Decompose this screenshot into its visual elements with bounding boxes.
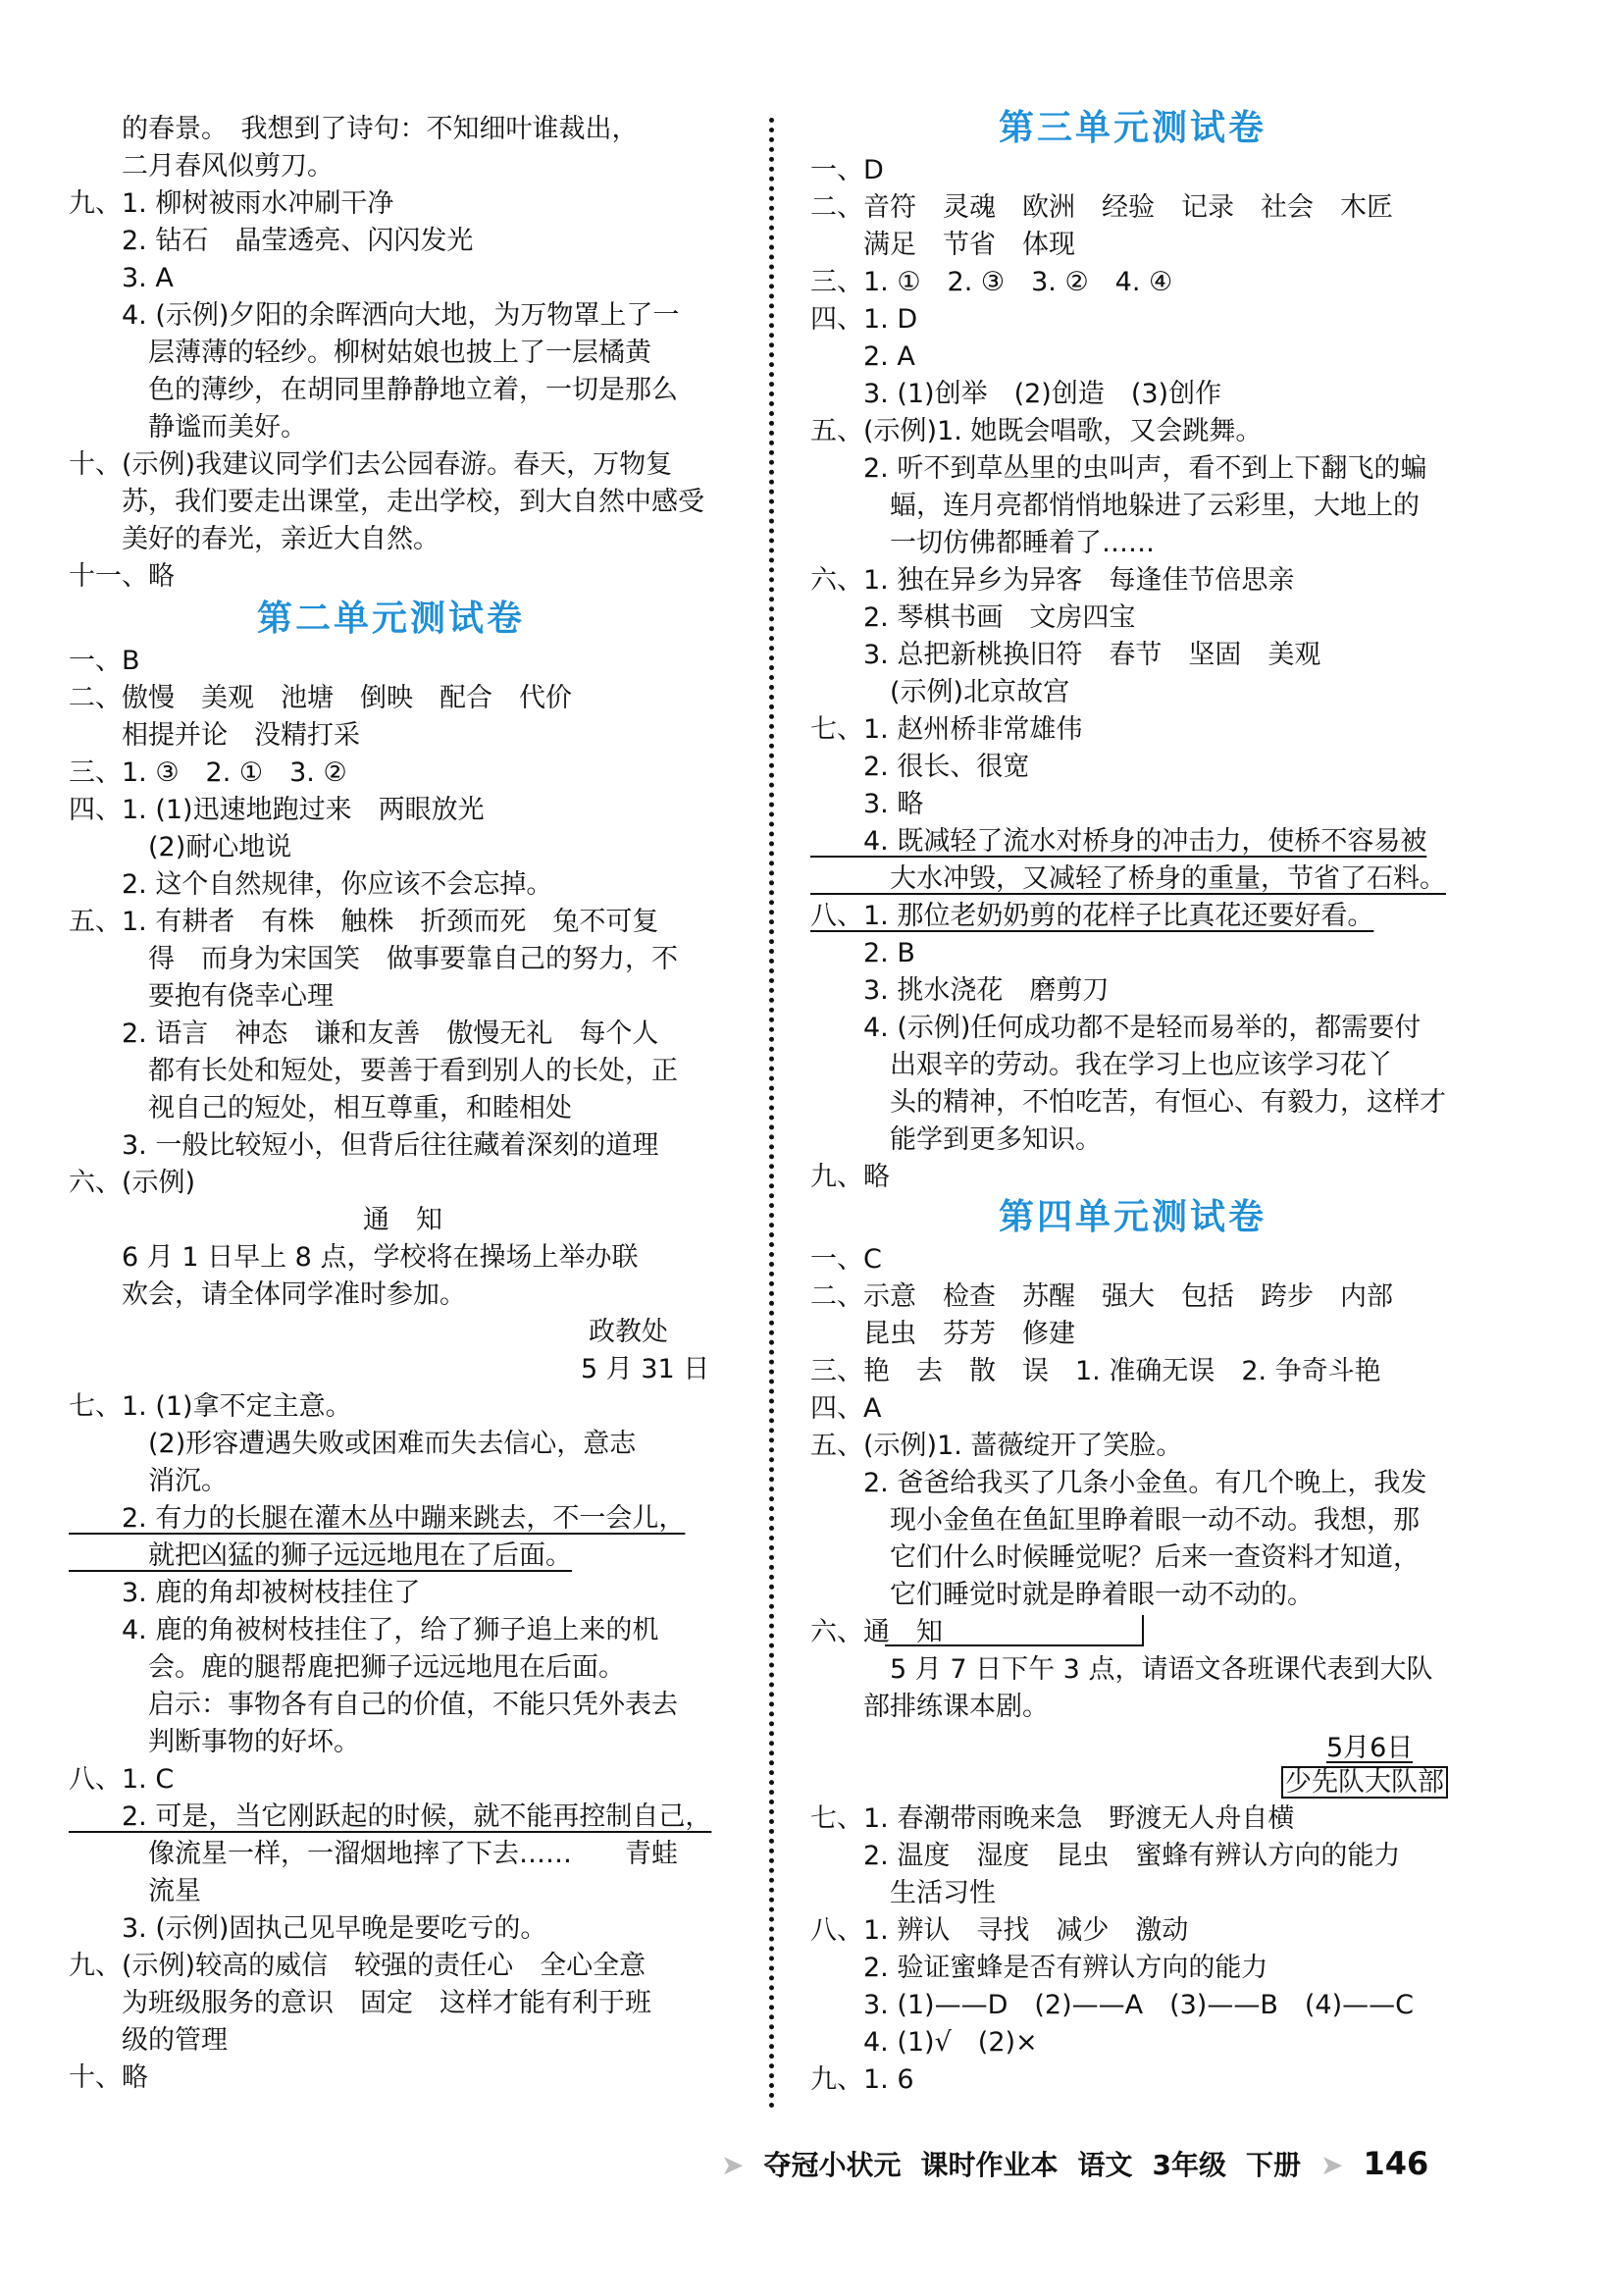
- text-line: 九、1. 柳树被雨水冲刷干净: [69, 188, 394, 219]
- text-line: 5 月 7 日下午 3 点，请语文各班课代表到大队: [810, 1654, 1433, 1685]
- text-line: 3. 略: [810, 789, 924, 819]
- text-line: 昆虫 芬芳 修建: [810, 1319, 1075, 1349]
- text-line: 二月春风似剪刀。: [69, 151, 334, 182]
- text-line: 2. B: [810, 938, 915, 968]
- notice-date-boxed: 5月6日: [1326, 1733, 1414, 1763]
- text-line: 消沉。: [69, 1466, 228, 1496]
- text-line: 它们什么时候睡觉呢？后来一查资料才知道，: [810, 1542, 1420, 1573]
- text-line: 三、1. ③ 2. ① 3. ②: [69, 757, 347, 788]
- text-line: 七、1. 赵州桥非常雄伟: [810, 714, 1083, 745]
- text-line: 九、略: [810, 1162, 890, 1192]
- text-line: 4. 鹿的角被树枝挂住了，给了狮子追上来的机: [69, 1615, 659, 1645]
- text-line: 2. A: [810, 341, 915, 372]
- text-line: 七、1. (1)拿不定主意。: [69, 1391, 352, 1422]
- text-line: 六、(示例): [69, 1168, 196, 1198]
- text-line: 3. (1)创举 (2)创造 (3)创作: [810, 379, 1222, 409]
- text-line: 3. (示例)固执己见早晚是要吃亏的。: [69, 1913, 547, 1944]
- notice-title: 通 知: [363, 1205, 442, 1235]
- text-line: 4. (示例)夕阳的余晖洒向大地，为万物罩上了一: [69, 300, 680, 331]
- text-line: 3. 总把新桃换旧符 春节 坚固 美观: [810, 640, 1321, 670]
- text-line: 都有长处和短处，要善于看到别人的长处，正: [69, 1056, 678, 1086]
- text-line: 美好的春光，亲近大自然。: [69, 524, 440, 554]
- text-line: 相提并论 没精打采: [69, 720, 360, 751]
- footer-book: 课时作业本: [920, 2149, 1059, 2181]
- text-line: 得 而身为宋国笑 做事要靠自己的努力，不: [69, 944, 678, 974]
- text-line: 判断事物的好坏。: [69, 1727, 360, 1757]
- text-line: 六、1. 独在异乡为异客 每逢佳节倍思亲: [810, 565, 1295, 596]
- text-line: 6 月 1 日早上 8 点，学校将在操场上举办联: [69, 1242, 639, 1273]
- text-line: 三、艳 去 散 误 1. 准确无误 2. 争奇斗艳: [810, 1356, 1381, 1386]
- text-line: 四、1. D: [810, 304, 918, 335]
- text-line: 大水冲毁，又减轻了桥身的重量，节省了石料。: [810, 863, 1446, 894]
- text-line: (示例)北京故宫: [810, 677, 1070, 707]
- text-line: 4. (1)√ (2)×: [810, 2027, 1038, 2058]
- correction-mark: [885, 1615, 1144, 1646]
- column-divider: [769, 118, 774, 2110]
- text-line: 色的薄纱，在胡同里静静地立着，一切是那么: [69, 375, 678, 405]
- arrow-icon: ➤: [721, 2149, 745, 2181]
- page-footer: [721, 2144, 1448, 2183]
- text-line: 八、1. 那位老奶奶剪的花样子比真花还要好看。: [810, 901, 1374, 931]
- text-line: 它们睡觉时就是睁着眼一动不动的。: [810, 1580, 1314, 1610]
- text-line: 九、1. 6: [810, 2064, 914, 2095]
- footer-subject: 语文: [1077, 2149, 1133, 2181]
- text-line: 3. 挑水浇花 磨剪刀: [810, 975, 1110, 1006]
- section-title: 第二单元测试卷: [257, 598, 526, 639]
- text-line: 五、1. 有耕者 有株 触株 折颈而死 兔不可复: [69, 907, 659, 937]
- text-line: 四、A: [810, 1393, 882, 1424]
- text-line: 就把凶猛的狮子远远地甩在了后面。: [69, 1540, 572, 1571]
- text-line: 八、1. 辨认 寻找 减少 激动: [810, 1915, 1189, 1946]
- text-line: 现小金鱼在鱼缸里睁着眼一动不动。我想，那: [810, 1505, 1420, 1536]
- footer-volume: 下册: [1246, 2149, 1302, 2181]
- text-line: 一、B: [69, 646, 140, 676]
- arrow-icon: ➤: [1320, 2149, 1344, 2181]
- text-line: 2. 琴棋书画 文房四宝: [810, 602, 1136, 633]
- text-line: 静谧而美好。: [69, 412, 307, 443]
- text-line: 3. 一般比较短小，但背后往往藏着深刻的道理: [69, 1130, 659, 1161]
- text-line: 二、音符 灵魂 欧洲 经验 记录 社会 木匠: [810, 192, 1393, 223]
- text-line: 五、(示例)1. 蔷薇绽开了笑脸。: [810, 1431, 1183, 1461]
- text-line: 为班级服务的意识 固定 这样才能有利于班: [69, 1988, 651, 2018]
- text-line: 3. 鹿的角却被树枝挂住了: [69, 1578, 421, 1608]
- text-line: 欢会，请全体同学准时参加。: [69, 1279, 466, 1310]
- text-line: 流星: [69, 1876, 201, 1906]
- text-line: 十、(示例)我建议同学们去公园春游。春天，万物复: [69, 449, 673, 480]
- section-title: 第三单元测试卷: [999, 107, 1267, 148]
- notice-signature-boxed: 少先队大队部: [1281, 1766, 1448, 1799]
- text-line: 视自己的短处，相互尊重，和睦相处: [69, 1093, 572, 1123]
- text-line: (2)形容遭遇失败或困难而失去信心，意志: [69, 1429, 637, 1459]
- section-title: 第四单元测试卷: [999, 1196, 1267, 1237]
- text-line: (2)耐心地说: [69, 832, 292, 862]
- text-line: 七、1. 春潮带雨晚来急 野渡无人舟自横: [810, 1803, 1295, 1834]
- text-line: 2. 这个自然规律，你应该不会忘掉。: [69, 869, 553, 900]
- text-line: 3. (1)——D (2)——A (3)——B (4)——C: [810, 1990, 1414, 2020]
- text-line: 2. 爸爸给我买了几条小金鱼。有几个晚上，我发: [810, 1468, 1427, 1498]
- text-line: 十一、略: [69, 561, 175, 592]
- text-line: 一、D: [810, 155, 884, 185]
- text-line: 六、通 知: [810, 1617, 943, 1647]
- text-line: 2. 语言 神态 谦和友善 傲慢无礼 每个人: [69, 1018, 659, 1049]
- text-line: 三、1. ① 2. ③ 3. ② 4. ④: [810, 267, 1173, 297]
- text-line: 一、C: [810, 1244, 882, 1275]
- text-line: 部排练课本剧。: [810, 1692, 1049, 1722]
- text-line: 2. 验证蜜蜂是否有辨认方向的能力: [810, 1953, 1268, 1983]
- notice-date: 5 月 31 日: [581, 1354, 710, 1384]
- text-line: 八、1. C: [69, 1764, 175, 1795]
- text-line: 4. 既减轻了流水对桥身的冲击力，使桥不容易被: [810, 826, 1427, 857]
- text-line: 级的管理: [69, 2025, 228, 2056]
- page-number: 146: [1363, 2145, 1429, 2182]
- footer-grade: 3年级: [1152, 2149, 1226, 2181]
- text-line: 像流星一样，一溜烟地摔了下去…… 青蛙: [69, 1839, 678, 1869]
- text-line: 2. 很长、很宽: [810, 752, 1030, 782]
- text-line: 苏，我们要走出课堂，走出学校，到大自然中感受: [69, 487, 704, 517]
- text-line: 4. (示例)任何成功都不是轻而易举的，都需要付: [810, 1013, 1422, 1043]
- notice-signature: 政教处: [589, 1317, 668, 1347]
- text-line: 满足 节省 体现: [810, 230, 1075, 260]
- text-line: 2. 听不到草丛里的虫叫声，看不到上下翻飞的蝙: [810, 453, 1427, 484]
- text-line: 的春景。 我想到了诗句：不知细叶谁裁出，: [69, 114, 639, 144]
- text-line: 2. 钻石 晶莹透亮、闪闪发光: [69, 226, 474, 256]
- text-line: 头的精神，不怕吃苦，有恒心、有毅力，这样才: [810, 1087, 1446, 1118]
- text-line: 3. A: [69, 263, 174, 293]
- text-line: 出艰辛的劳动。我在学习上也应该学习花丫: [810, 1050, 1393, 1080]
- text-line: 五、(示例)1. 她既会唱歌，又会跳舞。: [810, 416, 1263, 446]
- text-line: 生活习性: [810, 1878, 996, 1908]
- text-line: 会。鹿的腿帮鹿把狮子远远地甩在后面。: [69, 1652, 625, 1683]
- text-line: 四、1. (1)迅速地跑过来 两眼放光: [69, 795, 485, 825]
- text-line: 一切仿佛都睡着了……: [810, 528, 1155, 558]
- text-line: 要抱有侥幸心理: [69, 981, 334, 1012]
- text-line: 能学到更多知识。: [810, 1124, 1102, 1155]
- text-line: 启示：事物各有自己的价值，不能只凭外表去: [69, 1690, 678, 1720]
- text-line: 2. 温度 湿度 昆虫 蜜蜂有辨认方向的能力: [810, 1841, 1401, 1871]
- text-line: 二、傲慢 美观 池塘 倒映 配合 代价: [69, 683, 572, 713]
- text-line: 层薄薄的轻纱。柳树姑娘也披上了一层橘黄: [69, 338, 651, 368]
- text-line: 2. 有力的长腿在灌木丛中蹦来跳去，不一会儿，: [69, 1503, 686, 1534]
- footer-brand: 夺冠小状元: [763, 2149, 902, 2181]
- text-line: 九、(示例)较高的威信 较强的责任心 全心全意: [69, 1951, 646, 1981]
- text-line: 十、略: [69, 2062, 148, 2093]
- text-line: 蝠，连月亮都悄悄地躲进了云彩里，大地上的: [810, 491, 1420, 521]
- text-line: 2. 可是，当它刚跃起的时候，就不能再控制自己，: [69, 1801, 712, 1832]
- text-line: 二、示意 检查 苏醒 强大 包括 跨步 内部: [810, 1281, 1393, 1312]
